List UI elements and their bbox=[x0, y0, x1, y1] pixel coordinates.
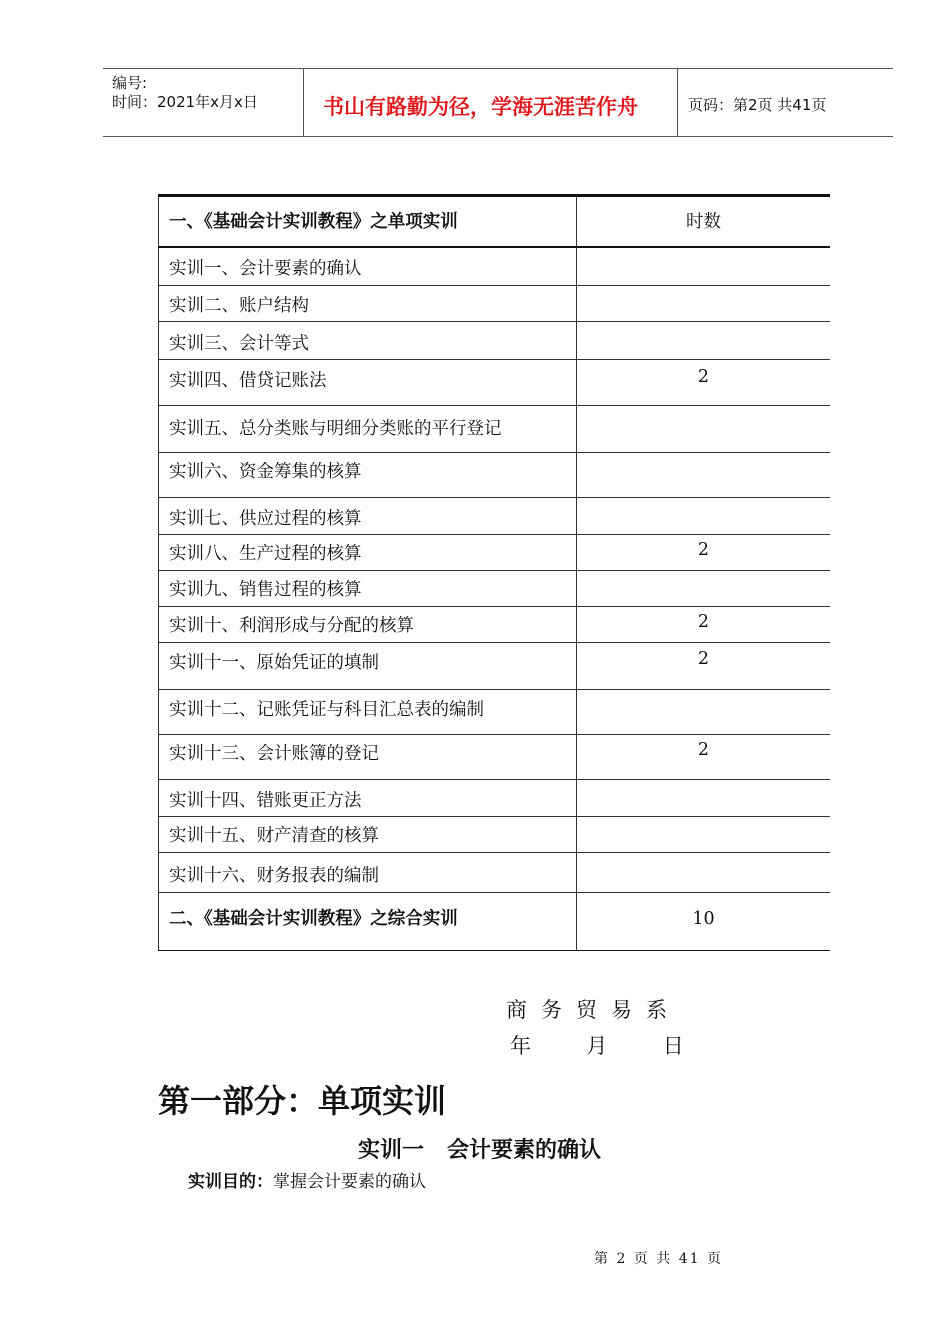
training-hours-cell bbox=[577, 853, 830, 892]
training-hours-cell bbox=[577, 286, 830, 321]
purpose-text: 掌握会计要素的确认 bbox=[273, 1172, 426, 1192]
training-name-cell: 实训二、账户结构 bbox=[158, 286, 577, 321]
training-purpose bbox=[188, 1167, 426, 1192]
time-text: 时间：2021年x月x日 bbox=[112, 93, 258, 111]
header-page-number: 页码：第2页 共41页 bbox=[688, 96, 827, 114]
training-hours-cell bbox=[577, 571, 830, 606]
training-hours-cell: 2 bbox=[697, 540, 710, 560]
table-row bbox=[158, 780, 830, 817]
training-hours-cell: 2 bbox=[697, 367, 710, 387]
table-row bbox=[158, 817, 830, 853]
training-name-cell: 实训九、销售过程的核算 bbox=[158, 571, 577, 606]
table-row bbox=[158, 286, 830, 322]
table-footer-row bbox=[158, 893, 830, 951]
training-name-cell: 实训十四、错账更正方法 bbox=[158, 780, 577, 816]
footer-page-number: 第 2 页 共 41 页 bbox=[594, 1251, 723, 1267]
purpose-label: 实训目的： bbox=[188, 1172, 273, 1192]
table-row bbox=[158, 535, 830, 571]
table-row bbox=[158, 498, 830, 535]
training-name-cell: 实训一、会计要素的确认 bbox=[158, 248, 577, 285]
part-title: 第一部分：单项实训 bbox=[158, 1082, 447, 1120]
training-name-cell: 实训十一、原始凭证的填制 bbox=[158, 643, 577, 689]
training-name-cell: 实训十、利润形成与分配的核算 bbox=[158, 607, 577, 642]
department-signature: 商务贸易系 bbox=[506, 998, 681, 1022]
table-footer-right: 10 bbox=[692, 909, 715, 929]
training-name-cell: 实训十六、财务报表的编制 bbox=[158, 853, 577, 892]
training-hours-cell bbox=[577, 322, 830, 359]
training-hours-cell bbox=[577, 690, 830, 734]
training-hours-table bbox=[158, 194, 830, 951]
training-name-cell: 实训八、生产过程的核算 bbox=[158, 535, 577, 570]
lesson-title: 实训一 会计要素的确认 bbox=[358, 1138, 601, 1163]
training-hours-cell: 2 bbox=[697, 740, 710, 760]
training-name-cell: 实训四、借贷记账法 bbox=[158, 360, 577, 405]
header-bottom-rule bbox=[103, 136, 893, 137]
table-row bbox=[158, 453, 830, 498]
header-divider-left bbox=[303, 68, 304, 136]
table-footer-left: 二、《基础会计实训教程》之综合实训 bbox=[158, 893, 577, 950]
header-top-rule bbox=[103, 68, 893, 69]
training-name-cell: 实训十三、会计账簿的登记 bbox=[158, 735, 577, 779]
table-row bbox=[158, 360, 830, 406]
table-header-right: 时数 bbox=[686, 212, 721, 232]
table-row bbox=[158, 607, 830, 643]
training-name-cell: 实训三、会计等式 bbox=[158, 322, 577, 359]
training-name-cell: 实训五、总分类账与明细分类账的平行登记 bbox=[158, 406, 577, 452]
motto-text: 书山有路勤为径，学海无涯苦作舟 bbox=[323, 95, 638, 119]
table-row bbox=[158, 248, 830, 286]
table-row bbox=[158, 690, 830, 735]
training-name-cell: 实训十二、记账凭证与科目汇总表的编制 bbox=[158, 690, 577, 734]
table-row bbox=[158, 643, 830, 690]
training-hours-cell bbox=[577, 780, 830, 816]
table-row bbox=[158, 853, 830, 893]
training-hours-cell bbox=[577, 453, 830, 497]
table-header-row bbox=[158, 194, 830, 248]
training-hours-cell bbox=[577, 498, 830, 534]
table-row bbox=[158, 322, 830, 360]
training-hours-cell bbox=[577, 406, 830, 452]
training-name-cell: 实训七、供应过程的核算 bbox=[158, 498, 577, 534]
training-hours-cell bbox=[577, 248, 830, 285]
table-header-left: 一、《基础会计实训教程》之单项实训 bbox=[158, 197, 577, 246]
training-hours-cell: 2 bbox=[697, 612, 710, 632]
training-name-cell: 实训十五、财产清查的核算 bbox=[158, 817, 577, 852]
table-row bbox=[158, 571, 830, 607]
table-row bbox=[158, 735, 830, 780]
serial-label: 编号: bbox=[112, 74, 148, 92]
table-row bbox=[158, 406, 830, 453]
table-body bbox=[158, 248, 830, 893]
signature-date: 年 月 日 bbox=[510, 1034, 698, 1058]
header-divider-right bbox=[677, 68, 678, 136]
training-hours-cell: 2 bbox=[697, 649, 710, 669]
training-name-cell: 实训六、资金筹集的核算 bbox=[158, 453, 577, 497]
training-hours-cell bbox=[577, 817, 830, 852]
